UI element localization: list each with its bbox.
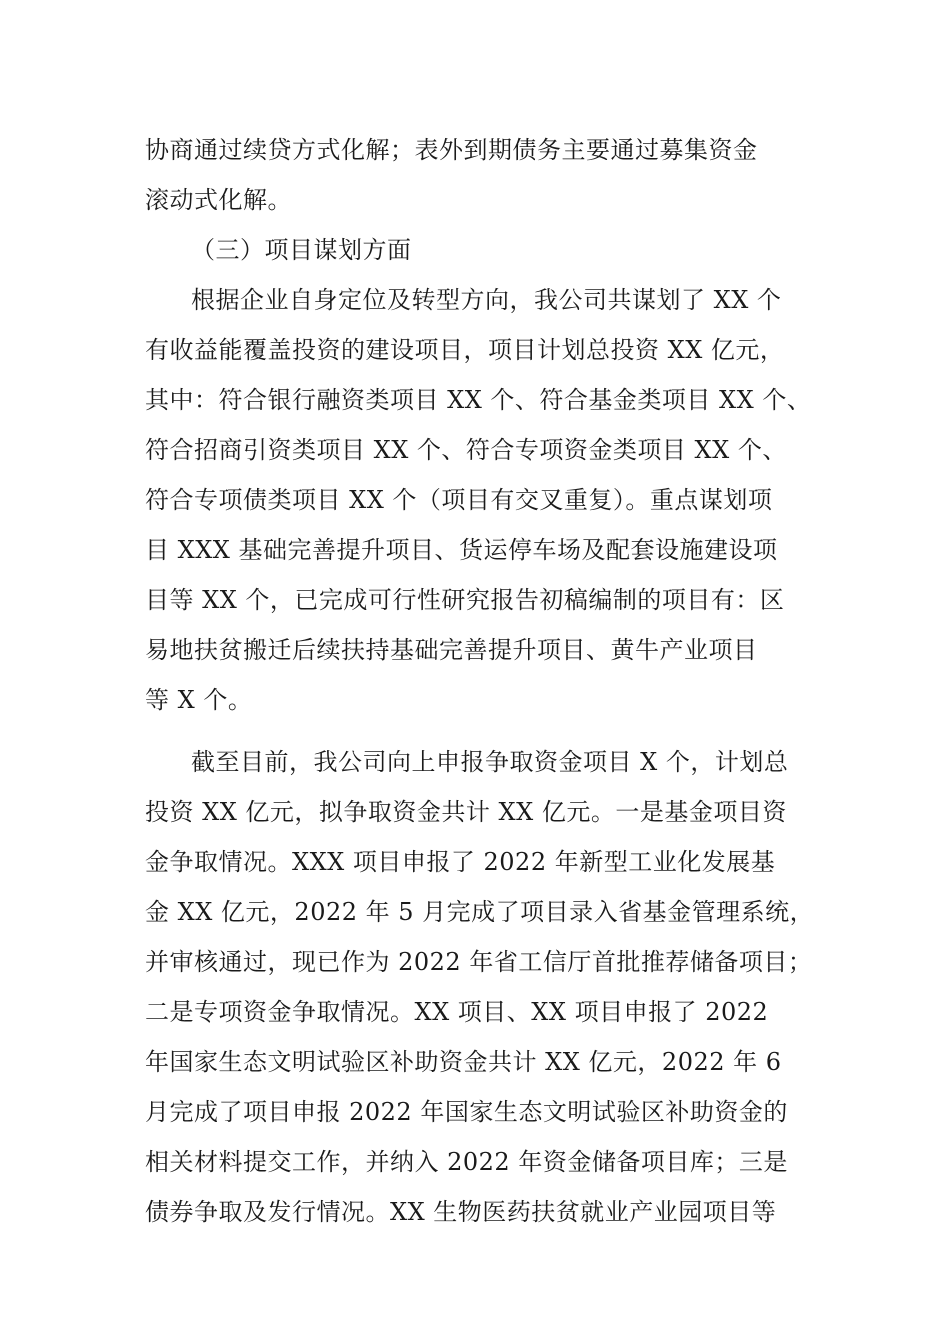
text-line: 有收益能覆盖投资的建设项目，项目计划总投资 XX 亿元，	[145, 336, 785, 364]
text-line: 协商通过续贷方式化解；表外到期债务主要通过募集资金	[145, 136, 758, 164]
paragraph-start: 截至目前，我公司向上申报争取资金项目 X 个，计划总	[191, 748, 789, 776]
text-line: 债券争取及发行情况。XX 生物医药扶贫就业产业园项目等	[145, 1198, 777, 1226]
text-line: 目等 XX 个，已完成可行性研究报告初稿编制的项目有：区	[145, 586, 785, 614]
text-line: 易地扶贫搬迁后续扶持基础完善提升项目、黄牛产业项目	[145, 636, 758, 664]
text-line: 年国家生态文明试验区补助资金共计 XX 亿元，2022 年 6	[145, 1048, 782, 1076]
text-line: 金争取情况。XXX 项目申报了 2022 年新型工业化发展基	[145, 848, 776, 876]
paragraph-gap	[145, 725, 815, 737]
text-line: 滚动式化解。	[145, 186, 292, 214]
text-line: 并审核通过，现已作为 2022 年省工信厅首批推荐储备项目；	[145, 948, 813, 976]
text-line: 相关材料提交工作，并纳入 2022 年资金储备项目库；三是	[145, 1148, 788, 1176]
text-line: 符合专项债类项目 XX 个（项目有交叉重复）。重点谋划项	[145, 486, 773, 514]
text-line: 投资 XX 亿元，拟争取资金共计 XX 亿元。一是基金项目资	[145, 798, 787, 826]
document-body	[145, 125, 815, 1237]
text-line: 等 X 个。	[145, 686, 253, 714]
text-line: 目 XXX 基础完善提升项目、货运停车场及配套设施建设项	[145, 536, 778, 564]
text-line: 月完成了项目申报 2022 年国家生态文明试验区补助资金的	[145, 1098, 788, 1126]
text-line: 金 XX 亿元，2022 年 5 月完成了项目录入省基金管理系统，	[145, 898, 815, 926]
text-line: 符合招商引资类项目 XX 个、符合专项资金类项目 XX 个、	[145, 436, 787, 464]
text-line: 二是专项资金争取情况。XX 项目、XX 项目申报了 2022	[145, 998, 769, 1026]
text-line: 其中：符合银行融资类项目 XX 个、符合基金类项目 XX 个、	[145, 386, 812, 414]
paragraph-start: 根据企业自身定位及转型方向，我公司共谋划了 XX 个	[191, 286, 782, 314]
section-heading: （三）项目谋划方面	[191, 236, 412, 264]
